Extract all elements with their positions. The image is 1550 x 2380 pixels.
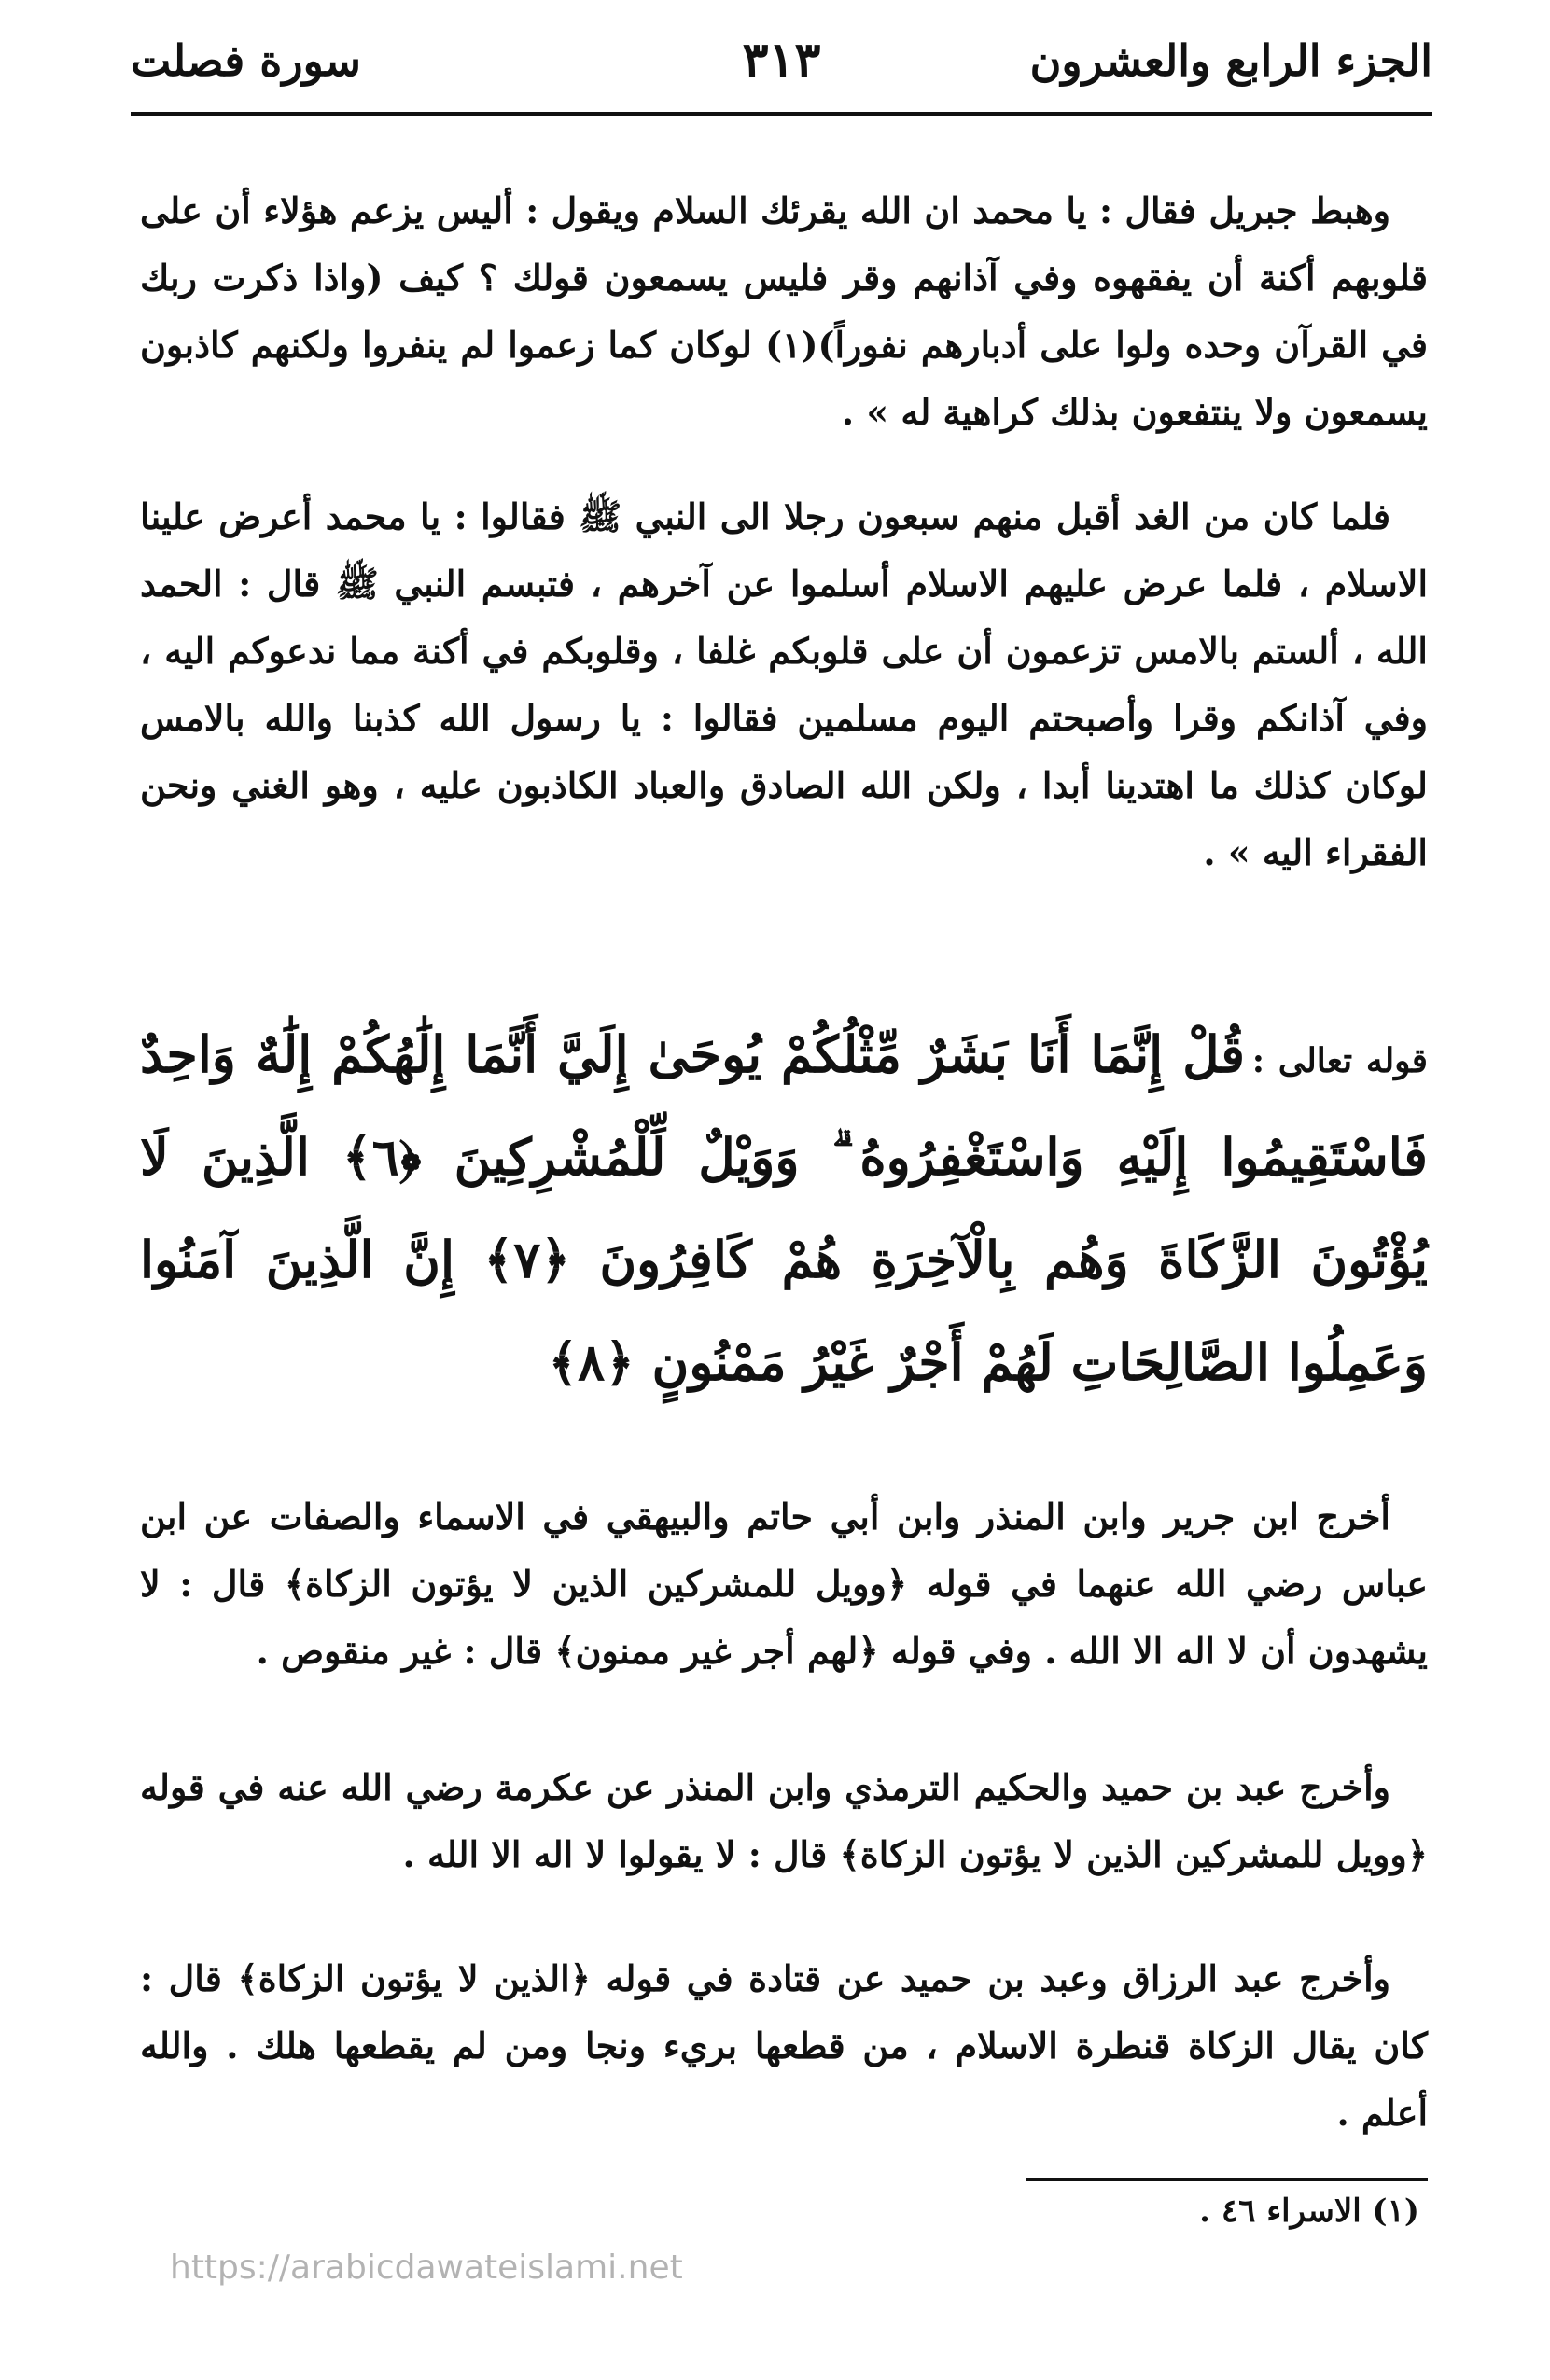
paragraph-4 <box>140 1754 1428 1888</box>
paragraph-text: فلما كان من الغد أقبل منهم سبعون رجلا الى النبي ﷺ فقالوا : يا محمد أعرض علينا الاسلام ، فلما عرض عليهم الاسلام أسلموا عن آخرهم ، فتبسم النبي ﷺ قال : الحمد الله ، ألستم بالامس تزعمون أن على قلوبكم غلفا ، وقلوبكم في أكنة مما ندعوكم اليه ، وفي آذانكم وقرا وأصبحتم اليوم مسلمين فقالوا : يا رسول الله كذبنا والله بالامس لوكان كذلك ما اهتدينا أبدا ، ولكن الله الصادق والعباد الكاذبون عليه ، وهو الغني ونحن الفقراء اليه » . <box>140 495 1428 873</box>
verse-text: قُلْ إِنَّمَا أَنَا بَشَرٌ مِّثْلُكُمْ يُوحَىٰ إِلَيَّ أَنَّمَا إِلَٰهُكُمْ إِلَٰهٌ وَاحِدٌ فَاسْتَقِيمُوا إِلَيْهِ وَاسْتَغْفِرُوهُ ۗ وَوَيْلٌ لِّلْمُشْرِكِينَ ﴿٦﴾ الَّذِينَ لَا يُؤْتُونَ الزَّكَاةَ وَهُم بِالْآخِرَةِ هُمْ كَافِرُونَ ﴿٧﴾ إِنَّ الَّذِينَ آمَنُوا وَعَمِلُوا الصَّالِحَاتِ لَهُمْ أَجْرٌ غَيْرُ مَمْنُونٍ ﴿٨﴾ <box>140 1024 1428 1392</box>
page-header <box>131 26 1432 101</box>
watermark-url: https://arabicdawateislami.net <box>170 2248 683 2287</box>
quran-verse-block <box>140 1003 1428 1413</box>
header-divider <box>131 112 1432 116</box>
paragraph-text: وأخرج عبد الرزاق وعبد بن حميد عن قتادة في قوله ﴿الذين لا يؤتون الزكاة﴾ قال : كان يقال الزكاة قنطرة الاسلام ، من قطعها بريء ونجا ومن لم يقطعها هلك . والله أعلم . <box>140 1957 1428 2134</box>
surah-title: سورة فصلت <box>131 35 361 86</box>
page-number: ٣١٣ <box>742 32 821 89</box>
paragraph-text: وهبط جبريل فقال : يا محمد ان الله يقرئك السلام ويقول : أليس يزعم هؤلاء أن على قلوبهم أكنة أن يفقهوه وفي آذانهم وقر فليس يسمعون قولك ؟ كيف (واذا ذكرت ربك في القرآن وحده ولوا على أدبارهم نفوراً)(١) لوكان كما زعموا لم ينفروا ولكنهم كاذبون يسمعون ولا ينتفعون بذلك كراهية له » . <box>140 189 1429 433</box>
part-title: الجزء الرابع والعشرون <box>1029 35 1432 86</box>
paragraph-5 <box>140 1945 1428 2147</box>
paragraph-3 <box>140 1483 1428 1685</box>
paragraph-1 <box>140 177 1428 446</box>
footnote: (١) الاسراء ٤٦ . <box>1199 2192 1419 2230</box>
footnote-divider <box>1026 2178 1428 2181</box>
paragraph-text: وأخرج عبد بن حميد والحكيم الترمذي وابن المنذر عن عكرمة رضي الله عنه في قوله ﴿وويل للمشركين الذين لا يؤتون الزكاة﴾ قال : لا يقولوا لا اله الا الله . <box>140 1766 1428 1875</box>
verse-intro: قوله تعالى : <box>1251 1041 1428 1080</box>
paragraph-2 <box>140 483 1428 886</box>
paragraph-text: أخرج ابن جرير وابن المنذر وابن أبي حاتم والبيهقي في الاسماء والصفات عن ابن عباس رضي الله عنهما في قوله ﴿وويل للمشركين الذين لا يؤتون الزكاة﴾ قال : لا يشهدون أن لا اله الا الله . وفي قوله ﴿لهم أجر غير ممنون﴾ قال : غير منقوص . <box>140 1496 1428 1672</box>
